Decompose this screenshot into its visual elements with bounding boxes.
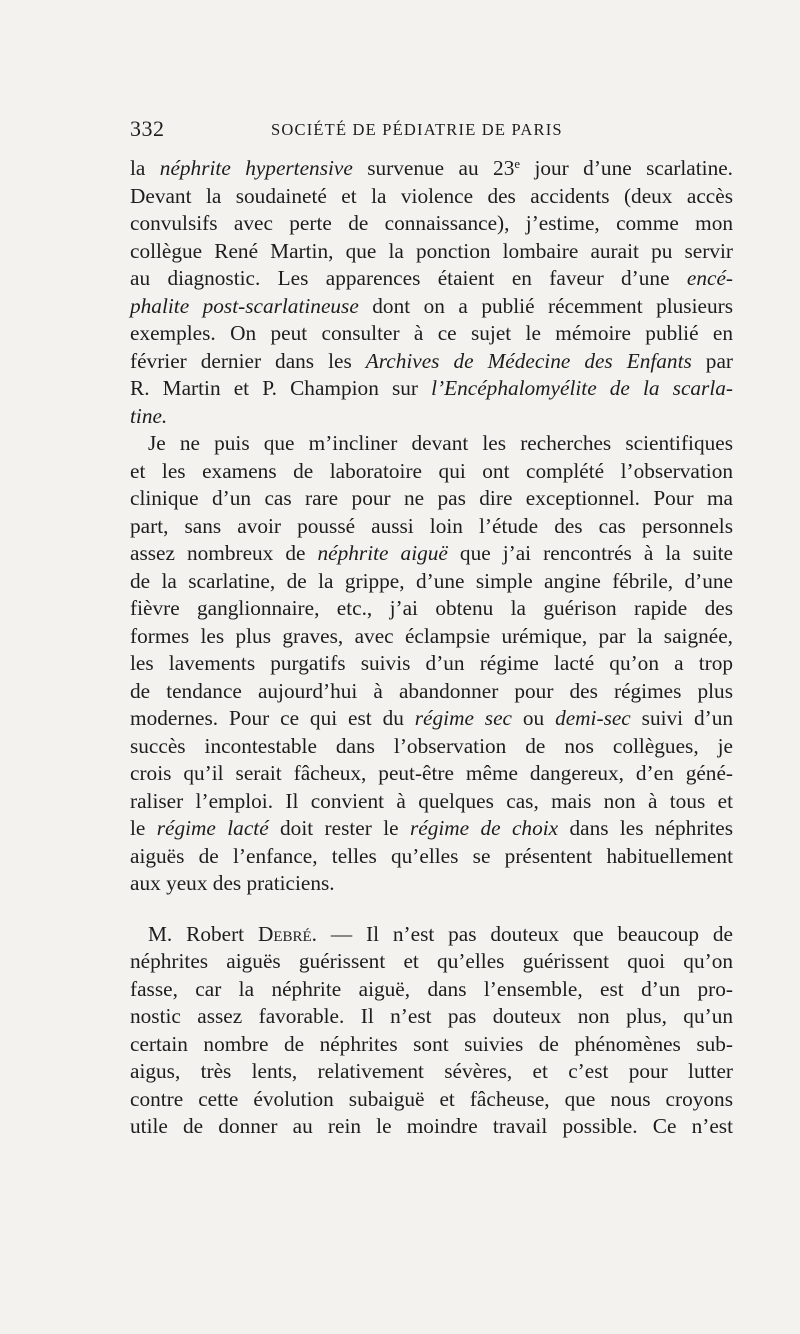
text-line: aigus, très lents, relativement sévères, et c’est pour lutter <box>130 1059 733 1083</box>
text-line: contre cette évolution subaiguë et fâcheuse, que nous croyons <box>130 1086 733 1111</box>
text-line: R. Martin et P. Champion sur l’Encéphalomyélite de la scarla- <box>130 376 733 400</box>
text-line: la néphrite hypertensive survenue au 23e jour d’une scarlatine. <box>130 156 734 180</box>
paragraph-3 <box>130 921 733 1141</box>
text-line: modernes. Pour ce qui est du régime sec ou demi-sec suivi d’un <box>130 706 734 730</box>
text-line: et les examens de laboratoire qui ont complété l’observation <box>130 458 733 483</box>
text-line: aux yeux des praticiens. <box>130 871 335 895</box>
text-line: phalite post-scarlatineuse dont on a publié récemment plusieurs <box>130 293 733 318</box>
paragraph-gap <box>130 898 733 921</box>
speaker-name: Debré <box>257 921 312 946</box>
text-line: raliser l’emploi. Il convient à quelques cas, mais non à tous et <box>130 788 733 813</box>
text-line: nostic assez favorable. Il n’est pas douteux non plus, qu’un <box>130 1004 733 1028</box>
text-line: Devant la soudaineté et la violence des accidents (deux accès <box>130 183 733 208</box>
text-line: Je ne puis que m’incliner devant les recherches scientifiques <box>148 431 733 455</box>
text-line: les lavements purgatifs suivis d’un régime lacté qu’on a trop <box>130 651 733 675</box>
text-line: fièvre ganglionnaire, etc., j’ai obtenu la guérison rapide des <box>130 596 733 620</box>
text-line: février dernier dans les Archives de Médecine des Enfants par <box>130 348 733 373</box>
body-text <box>130 155 733 1141</box>
text-line: part, sans avoir poussé aussi loin l’étude des cas personnels <box>130 513 733 538</box>
text-line: certain nombre de néphrites sont suivies de phénomènes sub- <box>130 1031 733 1056</box>
text-line: de tendance aujourd’hui à abandonner pour des régimes plus <box>130 678 733 703</box>
text-line: clinique d’un cas rare pour ne pas dire exceptionnel. Pour ma <box>130 486 733 510</box>
text-line: assez nombreux de néphrite aiguë que j’ai rencontrés à la suite <box>130 541 733 565</box>
text-line: collègue René Martin, que la ponction lombaire aurait pu servir <box>130 238 733 263</box>
page-header <box>130 116 730 146</box>
text-line: crois qu’il serait fâcheux, peut-être même dangereux, d’en géné- <box>130 761 733 785</box>
text-line: formes les plus graves, avec éclampsie urémique, par la saignée, <box>130 623 733 648</box>
running-title: SOCIÉTÉ DE PÉDIATRIE DE PARIS <box>271 120 563 139</box>
paragraph-1 <box>130 155 733 430</box>
paragraph-2 <box>130 430 733 898</box>
text-line: exemples. On peut consulter à ce sujet le mémoire publié en <box>130 321 733 345</box>
text-line: au diagnostic. Les apparences étaient en faveur d’une encé- <box>130 266 733 290</box>
text-line: néphrites aiguës guérissent et qu’elles guérissent quoi qu’on <box>130 949 733 973</box>
text-line: de la scarlatine, de la grippe, d’une simple angine fébrile, d’une <box>130 568 733 593</box>
text-line: succès incontestable dans l’observation de nos collègues, je <box>130 733 733 758</box>
text-line: le régime lacté doit rester le régime de choix dans les néphrites <box>130 816 733 840</box>
text-line: utile de donner au rein le moindre travail possible. Ce n’est <box>130 1114 733 1138</box>
text-line: aiguës de l’enfance, telles qu’elles se présentent habituellement <box>130 843 733 868</box>
text-line: M. Robert Debré. — Il n’est pas douteux que beaucoup de <box>148 921 734 946</box>
text-line: convulsifs avec perte de connaissance), j’estime, comme mon <box>130 211 733 235</box>
text-line: tine. <box>130 403 168 428</box>
text-line: fasse, car la néphrite aiguë, dans l’ensemble, est d’un pro- <box>130 976 733 1001</box>
page-number: 332 <box>130 116 165 141</box>
